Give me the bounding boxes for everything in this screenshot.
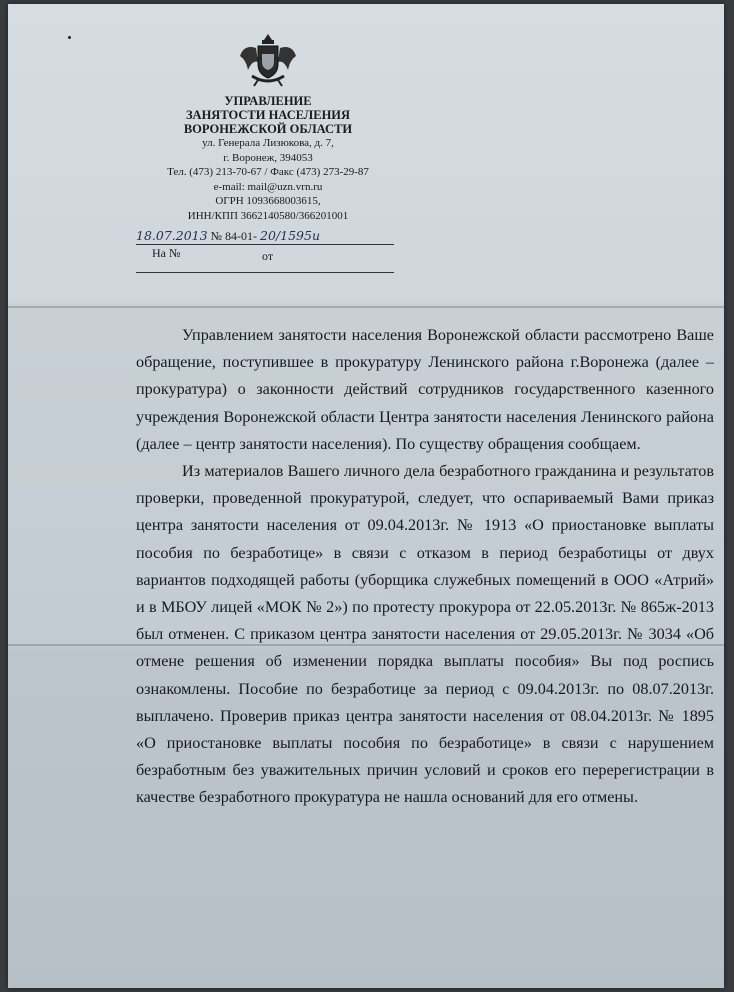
inn-line: ИНН/КПП 3662140580/366201001	[187, 209, 349, 222]
outgoing-reference	[136, 228, 394, 245]
body-paragraph: Из материалов Вашего личного дела безработного гражданина и результатов проверки, проведенной прокуратурой, следует, что оспариваемый Вами приказ центра занятости населения от 09.04.2013г. № 1913 «О приостановке выплаты пособия по безработице» в связи с отказом в период безработицы от двух вариантов подходящей работы (уборщика служебных помещений в ООО «Атрий» и в МБОУ лицей «МОК № 2») по протесту прокурора от 22.05.2013г. № 865ж-2013 был отменен. С приказом центра занятости населения от 29.05.2013г. № 3034 «Об отмене решения об изменении порядка выплаты пособия» Вы под роспись ознакомлены. Пособие по безработице за период с 09.04.2013г. по 08.07.2013г. выплачено. Проверив приказ центра занятости населения от 08.04.2013г. № 1895 «О приостановке выплаты пособия по безработице» в связи с нарушением безработным без уважительных причин условий и сроков его перерегистрации в качестве безработного прокуратура не нашла оснований для его отмены.	[136, 462, 714, 807]
address-line: г. Воронеж, 394053	[223, 151, 313, 164]
body-paragraph: Управлением занятости населения Воронежской области рассмотрено Ваше обращение, поступившее в прокуратуру Ленинского района г.Воронежа (далее – прокуратура) о законности действий сотрудников государственного казенного учреждения Воронежской области Центра занятости населения Ленинского района (далее – центр занятости населения). По существу обращения сообщаем.	[136, 326, 714, 453]
letterhead	[138, 32, 398, 223]
na-label: На №	[152, 246, 181, 260]
email-line: e-mail: mail@uzn.vrn.ru	[213, 180, 323, 193]
incoming-reference	[136, 246, 394, 273]
org-name-line: ВОРОНЕЖСКОЙ ОБЛАСТИ	[183, 122, 353, 136]
reference-number-prefix: № 84-01-	[210, 229, 258, 243]
ot-label: от	[262, 249, 274, 263]
coat-of-arms-icon	[236, 32, 300, 88]
letter-body	[136, 322, 714, 812]
org-name-line: ЗАНЯТОСТИ НАСЕЛЕНИЯ	[185, 108, 351, 122]
address-line: ул. Генерала Лизюкова, д. 7,	[202, 137, 334, 149]
phone-line: Тел. (473) 213-70-67 / Факс (473) 273-29-87	[167, 166, 369, 178]
handwritten-number: 20/1595и	[260, 228, 321, 243]
ink-dot	[68, 36, 71, 39]
org-name-line: УПРАВЛЕНИЕ	[224, 94, 312, 108]
fold-line	[8, 306, 724, 308]
letter-sheet	[8, 4, 724, 988]
ogrn-line: ОГРН 1093668003615,	[215, 195, 321, 207]
handwritten-date: 18.07.2013	[136, 228, 208, 243]
